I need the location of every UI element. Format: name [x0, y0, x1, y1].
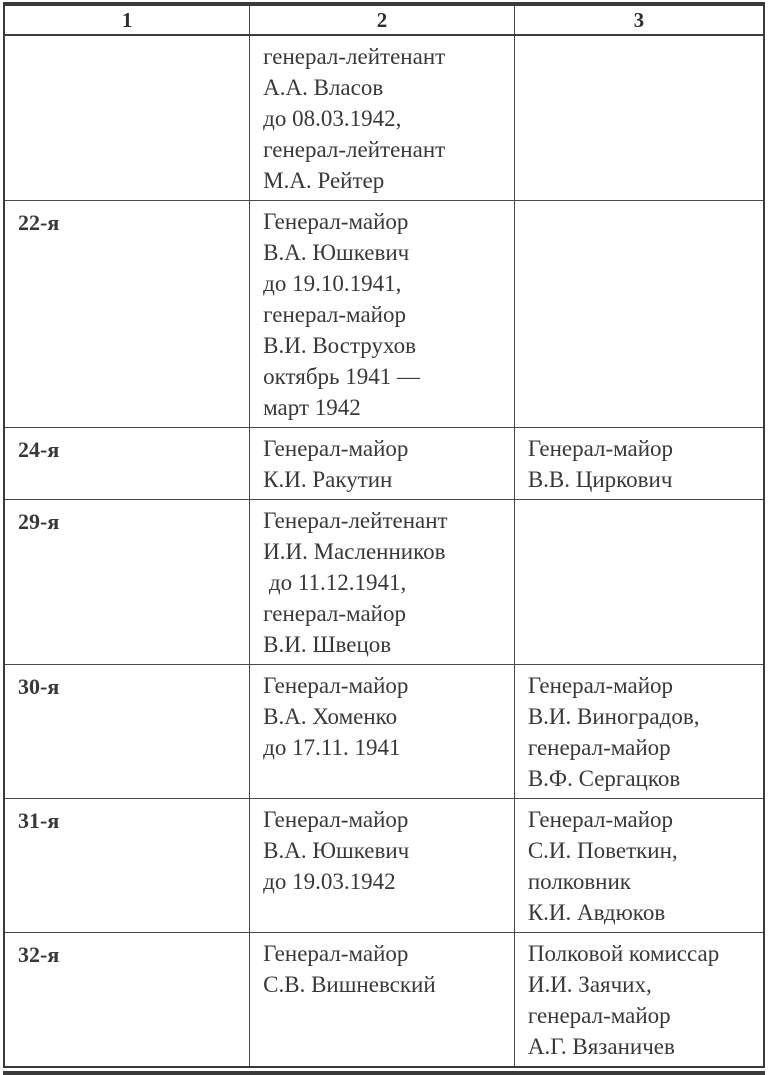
army-cell: 29-я [4, 500, 250, 665]
table-row [4, 428, 764, 500]
army-cell: 24-я [4, 428, 250, 500]
text-line: Полковой комиссар [527, 941, 720, 966]
text-line: И.И. Масленников [263, 539, 446, 564]
col3-cell [514, 799, 764, 933]
text-line: март 1942 [263, 395, 361, 420]
text-line: генерал-лейтенант [263, 137, 446, 162]
army-cell: 22-я [4, 201, 250, 428]
text-line: генерал-лейтенант [263, 44, 446, 69]
text-line: генерал-майор [527, 735, 671, 760]
text-line: А.Г. Вязаничев [527, 1034, 675, 1059]
col3-cell [514, 201, 764, 428]
text-line: Генерал-майор [263, 209, 409, 234]
table-outer-frame [3, 2, 765, 1075]
col2-cell [250, 799, 515, 933]
text-line: генерал-майор [263, 601, 406, 626]
commanders-table [3, 2, 765, 1068]
text-line: Генерал-майор [527, 807, 674, 832]
table-row [4, 201, 764, 428]
text-line: до 19.03.1942 [263, 869, 396, 894]
col3-cell [514, 665, 764, 799]
text-line: В.В. Циркович [527, 467, 673, 492]
col3-cell [514, 933, 764, 1068]
text-line: С.И. Поветкин, [527, 838, 678, 863]
text-line: Генерал-лейтенант [263, 508, 448, 533]
text-line: Генерал-майор [263, 807, 409, 832]
text-line: Генерал-майор [527, 673, 674, 698]
col2-cell [250, 500, 515, 665]
col2-cell [250, 933, 515, 1068]
text-line: полковник [527, 869, 631, 894]
col2-cell [250, 665, 515, 799]
text-line: В.А. Хоменко [263, 704, 398, 729]
table-row [4, 500, 764, 665]
text-line: генерал-майор [263, 302, 406, 327]
text-line: Генерал-майор [263, 436, 409, 461]
text-line: Генерал-майор [263, 941, 409, 966]
col2-cell [250, 35, 515, 201]
col3-cell [514, 428, 764, 500]
army-cell [4, 35, 250, 201]
header-col-3: 3 [514, 4, 764, 35]
col3-cell [514, 500, 764, 665]
table-row [4, 665, 764, 799]
text-line: С.В. Вишневский [263, 972, 436, 997]
table-row [4, 933, 764, 1068]
text-line: В.А. Юшкевич [263, 240, 410, 265]
text-line: Генерал-майор [263, 673, 409, 698]
text-line: В.И. Виноградов, [527, 704, 700, 729]
table-row [4, 799, 764, 933]
text-line: В.И. Швецов [263, 632, 392, 657]
table-body [4, 35, 764, 1067]
army-cell: 30-я [4, 665, 250, 799]
text-line: до 19.10.1941, [263, 271, 402, 296]
text-line: октябрь 1941 — [263, 364, 421, 389]
text-line: К.И. Авдюков [527, 900, 666, 925]
col2-cell [250, 201, 515, 428]
text-line: К.И. Ракутин [263, 467, 393, 492]
text-line: Генерал-майор [527, 436, 674, 461]
army-cell: 31-я [4, 799, 250, 933]
text-line: генерал-майор [527, 1003, 671, 1028]
col2-cell [250, 428, 515, 500]
text-line: А.А. Власов [263, 75, 384, 100]
header-col-2: 2 [250, 4, 515, 35]
text-line: В.И. Вострухов [263, 333, 416, 358]
text-line: В.Ф. Сергацков [527, 766, 681, 791]
text-line: В.А. Юшкевич [263, 838, 410, 863]
header-col-1: 1 [4, 4, 250, 35]
header-row [4, 4, 764, 35]
text-line: М.А. Рейтер [263, 168, 385, 193]
text-line: до 17.11. 1941 [263, 735, 401, 760]
table-row [4, 35, 764, 201]
text-line: до 08.03.1942, [263, 106, 402, 131]
army-cell: 32-я [4, 933, 250, 1068]
text-line: до 11.12.1941, [263, 570, 407, 595]
text-line: И.И. Заячих, [527, 972, 652, 997]
col3-cell [514, 35, 764, 201]
